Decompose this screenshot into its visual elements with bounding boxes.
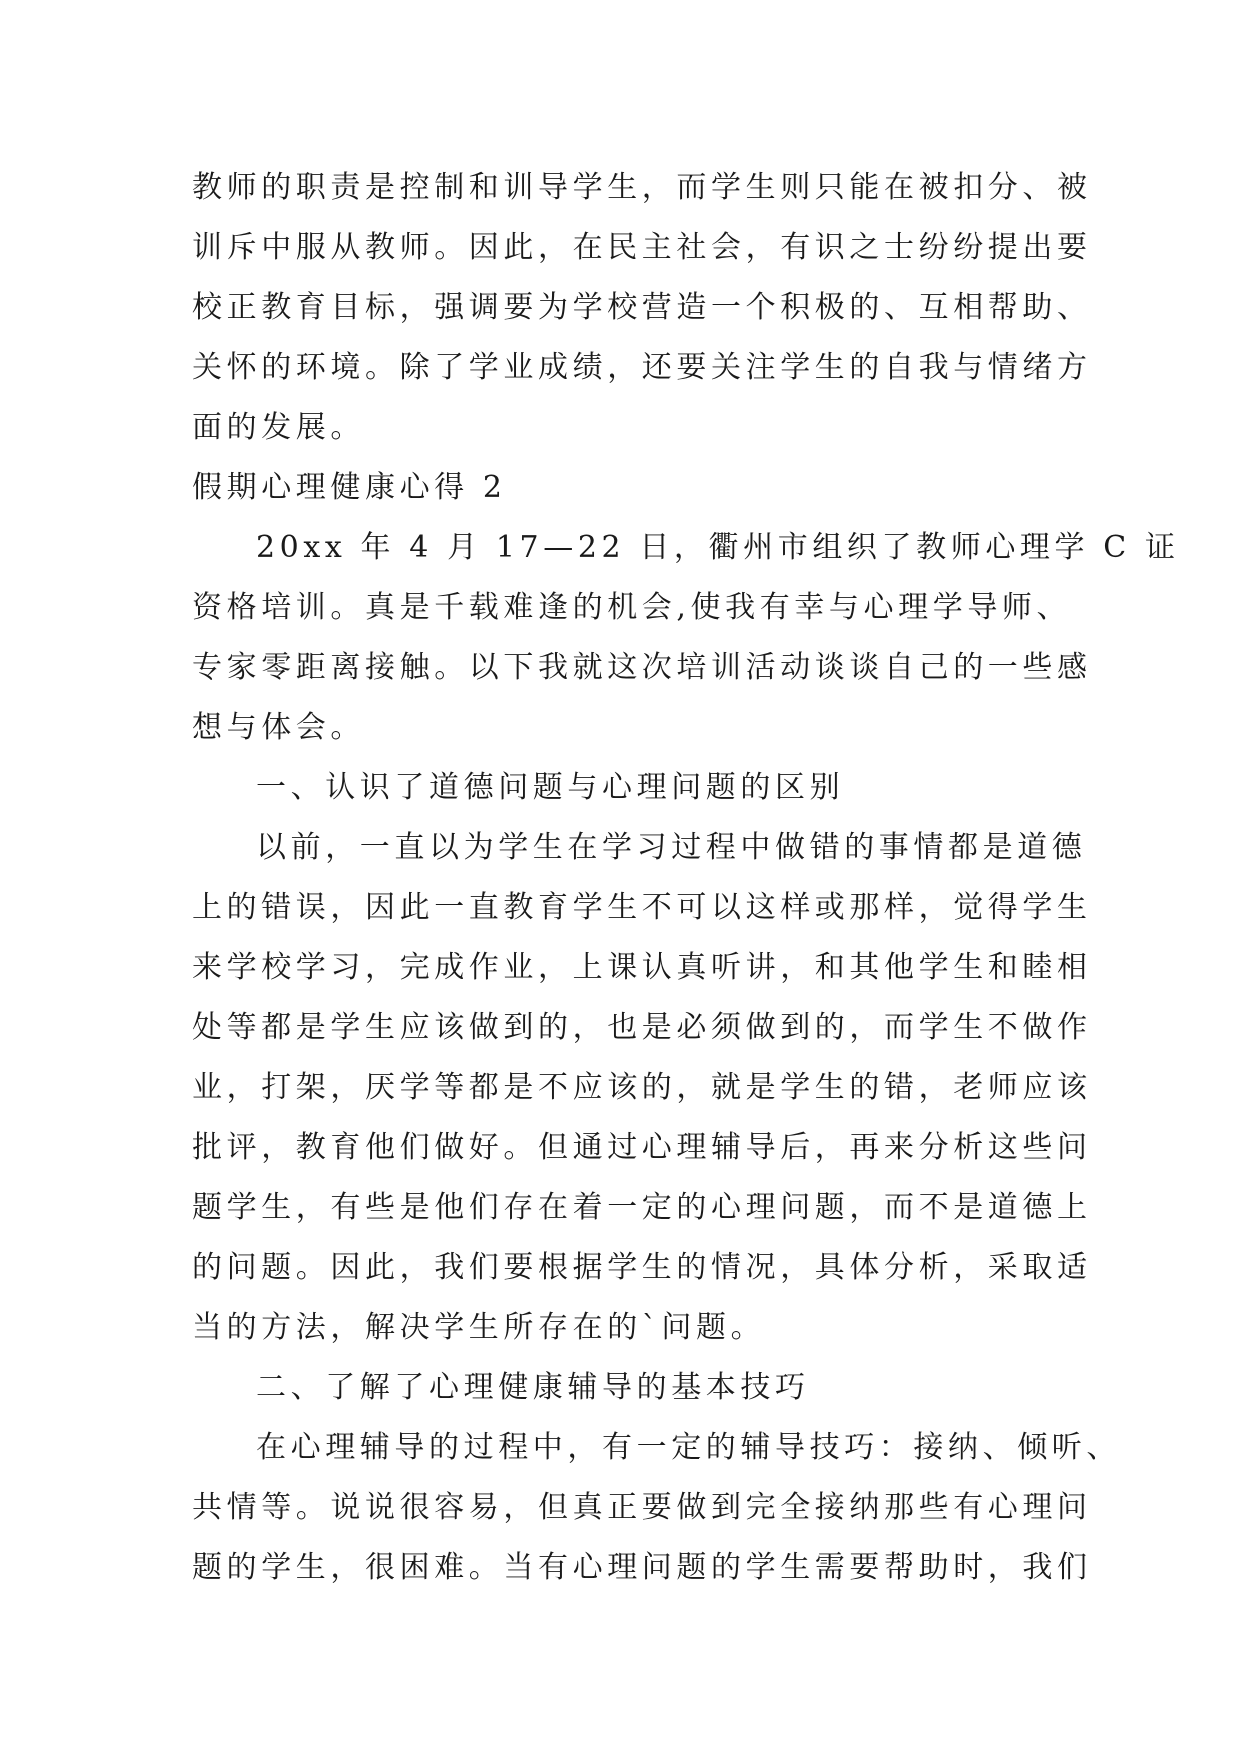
text-line: 批评，教育他们做好。但通过心理辅导后，再来分析这些问 xyxy=(192,1130,1092,1165)
text-line: 关怀的环境。除了学业成绩，还要关注学生的自我与情绪方 xyxy=(192,350,1092,385)
text-line: 上的错误，因此一直教育学生不可以这样或那样，觉得学生 xyxy=(192,890,1092,925)
text-line: 处等都是学生应该做到的，也是必须做到的，而学生不做作 xyxy=(192,1010,1092,1045)
text-line: 20xx 年 4 月 17—22 日，衢州市组织了教师心理学 C 证 xyxy=(256,530,1180,565)
document-body xyxy=(192,158,1180,1598)
text-line: 假期心理健康心得 2 xyxy=(192,470,507,505)
text-line: 业，打架，厌学等都是不应该的，就是学生的错，老师应该 xyxy=(192,1070,1092,1105)
text-line: 专家零距离接触。以下我就这次培训活动谈谈自己的一些感 xyxy=(192,650,1092,685)
text-line: 面的发展。 xyxy=(192,410,365,445)
text-line: 一、认识了道德问题与心理问题的区别 xyxy=(256,770,845,805)
text-line: 来学校学习，完成作业，上课认真听讲，和其他学生和睦相 xyxy=(192,950,1092,985)
text-line: 以前，一直以为学生在学习过程中做错的事情都是道德 xyxy=(256,830,1087,865)
text-line: 校正教育目标，强调要为学校营造一个积极的、互相帮助、 xyxy=(192,290,1092,325)
text-line: 共情等。说说很容易，但真正要做到完全接纳那些有心理问 xyxy=(192,1490,1092,1525)
text-line: 训斥中服从教师。因此，在民主社会，有识之士纷纷提出要 xyxy=(192,230,1092,265)
text-line: 当的方法，解决学生所存在的`问题。 xyxy=(192,1310,766,1345)
text-line: 资格培训。真是千载难逢的机会,使我有幸与心理学导师、 xyxy=(192,590,1072,625)
text-line: 在心理辅导的过程中，有一定的辅导技巧：接纳、倾听、 xyxy=(256,1430,1121,1465)
text-line: 题学生，有些是他们存在着一定的心理问题，而不是道德上 xyxy=(192,1190,1092,1225)
text-line: 题的学生，很困难。当有心理问题的学生需要帮助时，我们 xyxy=(192,1550,1092,1585)
text-line: 想与体会。 xyxy=(192,710,365,745)
text-line: 二、了解了心理健康辅导的基本技巧 xyxy=(256,1370,810,1405)
text-line: 的问题。因此，我们要根据学生的情况，具体分析，采取适 xyxy=(192,1250,1092,1285)
text-line: 教师的职责是控制和训导学生，而学生则只能在被扣分、被 xyxy=(192,170,1092,205)
